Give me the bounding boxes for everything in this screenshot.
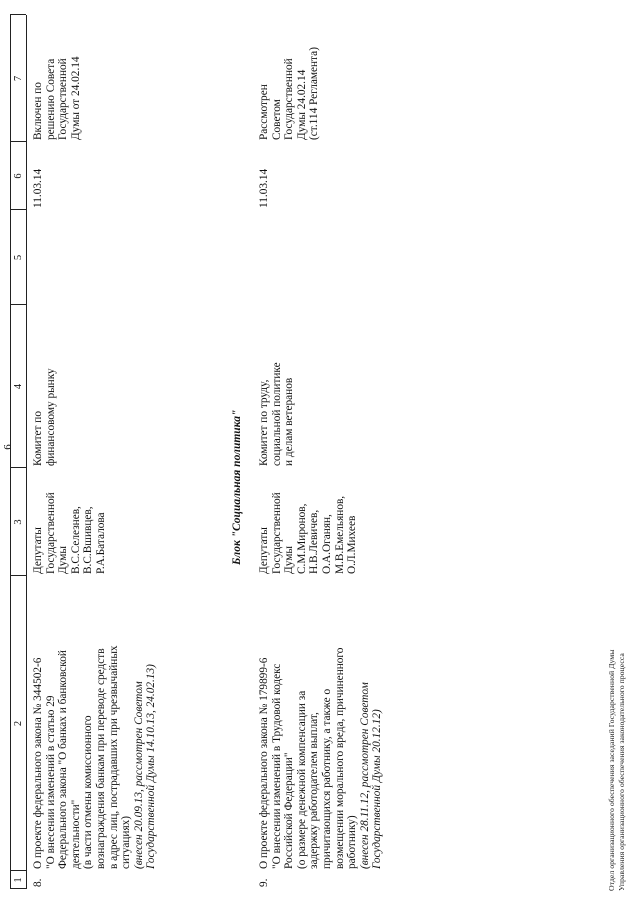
- section-title: Блок "Социальная политика": [231, 409, 243, 565]
- page-number: 6: [2, 444, 14, 450]
- column-number: 4: [13, 383, 24, 390]
- responsible-committee: Комитет по финансовому рынку: [32, 368, 57, 466]
- bill-title: О проекте федерального закона № 179899-6 "О внесении изменений в Трудовой кодекс Российской Федерации" (о размере денежной компенсации за задержку работодателем выплат, причитающихся работнику, а также о возмещении морального вреда, причиненного работнику): [258, 647, 359, 869]
- column-number: 7: [13, 75, 24, 82]
- consideration-date: 11.03.14: [258, 168, 270, 208]
- bill-note: (внесен 28.11.12, рассмотрен Советом Государственной Думы 20.12.12): [358, 682, 384, 869]
- consideration-status: Рассмотрен Советом Государственной Думы 24.02.14 (ст.114 Регламента): [258, 47, 321, 140]
- footer-department: Отдел организационного обеспечения заседаний Государственной Думы: [607, 649, 616, 891]
- bill-note: (внесен 20.09.13, рассмотрен Советом Государственной Думы 14.10.13, 24.02.13): [132, 664, 158, 869]
- column-number: 6: [13, 173, 24, 179]
- row-number: 9.: [258, 878, 270, 887]
- column-number: 5: [13, 254, 24, 261]
- footer-directorate: Управления организационного обеспечения законодательного процесса: [617, 653, 626, 891]
- bill-authors: Депутаты Государственной Думы В.С.Селезнев, В.С.Вшивцев, Р.А.Баталова: [32, 492, 107, 574]
- bill-description: [258, 577, 384, 869]
- bill-title: О проекте федерального закона № 344502-6 "О внесении изменений в статью 29 Федерального закона "О банках и банковской деятельности" (в части отмены комиссионного вознаграждения банкам при переводе средств в адрес лиц, пострадавших при чрезвычайных ситуациях): [32, 645, 133, 869]
- bill-description: [32, 577, 158, 869]
- bill-authors: Депутаты Государственной Думы С.М.Миронов, Н.В.Левичев, О.А.Оганян, М.В.Емельянов, О.Л.Михеев: [258, 492, 359, 574]
- row-number: 8.: [32, 878, 44, 887]
- consideration-status: Включен по решению Совета Государственной Думы от 24.02.14: [32, 56, 82, 140]
- responsible-committee: Комитет по труду, социальной политике и делам ветеранов: [258, 362, 296, 466]
- consideration-date: 11.03.14: [32, 168, 44, 208]
- column-number: 2: [13, 720, 24, 727]
- table-header-border: [26, 15, 27, 889]
- column-number: 1: [13, 877, 24, 883]
- table-top-border: [10, 15, 11, 889]
- column-number: 3: [13, 519, 24, 525]
